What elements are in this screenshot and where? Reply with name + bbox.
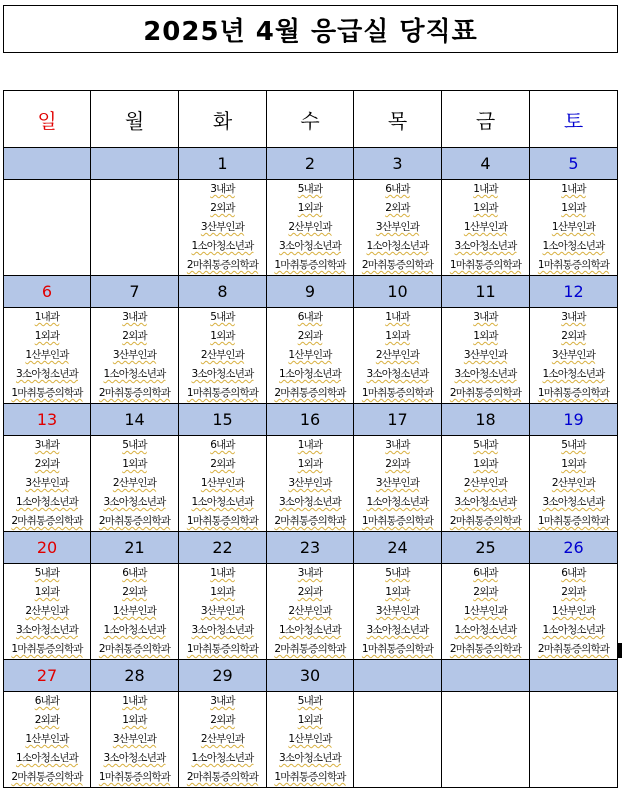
duty-entry: 1외과 (210, 330, 235, 342)
duty-entry: 3소아청소년과 (454, 240, 517, 252)
duty-entry: 3소아청소년과 (279, 240, 341, 252)
duty-entry: 1내과 (122, 695, 147, 707)
duty-cell (354, 564, 442, 660)
duty-entry: 1마취통증의학과 (186, 387, 259, 399)
duty-cell (179, 692, 267, 788)
duty-cell (267, 692, 354, 788)
duty-entry: 1내과 (210, 567, 235, 579)
date-cell: 27 (4, 660, 91, 692)
duty-entry: 2외과 (122, 586, 147, 598)
duty-entry: 1외과 (297, 714, 323, 726)
duty-entry: 3내과 (385, 439, 410, 451)
weekday-tuesday: 화 (179, 91, 267, 148)
duty-entry: 2마취통증의학과 (449, 387, 522, 399)
date-cell: 16 (267, 404, 354, 436)
duty-entry: 1마취통증의학과 (449, 259, 522, 271)
duty-entry: 2산부인과 (551, 477, 596, 489)
duty-entry: 2외과 (34, 458, 60, 470)
duty-entry: 1소아청소년과 (191, 752, 254, 764)
duty-entry: 1외과 (561, 458, 586, 470)
date-cell: 21 (91, 532, 179, 564)
duty-cell (91, 436, 179, 532)
duty-entry: 2마취통증의학과 (98, 515, 171, 527)
date-cell: 28 (91, 660, 179, 692)
duty-entry: 3산부인과 (112, 349, 157, 361)
duty-entry: 2산부인과 (25, 605, 69, 617)
duty-entry: 1소아청소년과 (103, 624, 166, 636)
date-cell: 2 (267, 148, 354, 180)
duty-cell (4, 564, 91, 660)
duty-entry: 2외과 (561, 330, 586, 342)
duty-entry: 3내과 (561, 311, 586, 323)
duty-entry: 1소아청소년과 (191, 496, 254, 508)
edge-marker (618, 643, 622, 658)
duty-entry: 3산부인과 (200, 605, 245, 617)
duty-entry: 6내과 (34, 695, 60, 707)
duty-entry: 1마취통증의학과 (274, 259, 346, 271)
duty-entry: 1마취통증의학과 (361, 387, 434, 399)
duty-entry: 2마취통증의학과 (274, 515, 346, 527)
duty-entry: 1내과 (385, 311, 410, 323)
date-cell (354, 660, 442, 692)
duty-entry: 1외과 (385, 330, 410, 342)
duty-entry: 3산부인과 (375, 605, 420, 617)
duty-entry: 2외과 (122, 330, 147, 342)
duty-cell (4, 436, 91, 532)
weekday-friday: 금 (442, 91, 530, 148)
duty-entry: 1마취통증의학과 (361, 515, 434, 527)
duty-cell (530, 564, 618, 660)
duty-entry: 1마취통증의학과 (11, 643, 83, 655)
duty-entry: 1내과 (297, 439, 323, 451)
duty-entry: 3산부인과 (200, 221, 245, 233)
duty-entry: 6내과 (473, 567, 498, 579)
duty-entry: 2마취통증의학과 (274, 387, 346, 399)
duty-entry: 1내과 (473, 183, 498, 195)
duty-entry: 2마취통증의학과 (361, 259, 434, 271)
duty-entry: 2외과 (297, 330, 323, 342)
duty-cell (179, 308, 267, 404)
duty-entry: 3소아청소년과 (191, 624, 254, 636)
duty-cell (530, 436, 618, 532)
duty-entry: 2외과 (297, 586, 323, 598)
duty-entry: 3소아청소년과 (366, 624, 429, 636)
duty-entry: 2마취통증의학과 (186, 259, 259, 271)
duty-entry: 1외과 (122, 458, 147, 470)
duty-entry: 3산부인과 (112, 733, 157, 745)
weekday-wednesday: 수 (267, 91, 354, 148)
duty-entry: 3내과 (297, 567, 323, 579)
duty-entry: 1외과 (473, 202, 498, 214)
duty-entry: 3소아청소년과 (16, 368, 78, 380)
duty-entry: 1외과 (122, 714, 147, 726)
date-cell: 5 (530, 148, 618, 180)
duty-entry: 5내과 (297, 695, 323, 707)
duty-entry: 2산부인과 (288, 605, 332, 617)
duty-entry: 2마취통증의학과 (537, 643, 610, 655)
duty-entry: 5내과 (473, 439, 498, 451)
duty-calendar (3, 90, 618, 788)
duty-entry: 2마취통증의학과 (186, 771, 259, 783)
duty-entry: 1산부인과 (25, 733, 69, 745)
duty-cell (4, 180, 91, 276)
duty-row (4, 564, 618, 660)
duty-cell (4, 308, 91, 404)
duty-entry: 1외과 (385, 586, 410, 598)
duty-cell (91, 308, 179, 404)
duty-cell (91, 564, 179, 660)
duty-entry: 5내과 (122, 439, 147, 451)
duty-entry: 3소아청소년과 (454, 496, 517, 508)
duty-cell (179, 180, 267, 276)
duty-cell (354, 180, 442, 276)
duty-entry: 2외과 (561, 586, 586, 598)
date-cell (91, 148, 179, 180)
duty-cell (179, 564, 267, 660)
duty-cell (442, 692, 530, 788)
duty-entry: 1산부인과 (551, 221, 596, 233)
duty-entry: 3산부인과 (375, 477, 420, 489)
duty-entry: 1산부인과 (288, 733, 332, 745)
date-cell: 22 (179, 532, 267, 564)
duty-entry: 1산부인과 (463, 605, 508, 617)
date-cell: 7 (91, 276, 179, 308)
duty-cell (442, 564, 530, 660)
duty-entry: 1산부인과 (288, 349, 332, 361)
duty-entry: 3소아청소년과 (191, 368, 254, 380)
duty-entry: 1마취통증의학과 (537, 387, 610, 399)
duty-entry: 1소아청소년과 (16, 752, 78, 764)
duty-cell (442, 308, 530, 404)
date-cell: 3 (354, 148, 442, 180)
duty-entry: 3소아청소년과 (16, 624, 78, 636)
duty-entry: 1마취통증의학과 (537, 515, 610, 527)
duty-entry: 5내과 (210, 311, 235, 323)
duty-entry: 1외과 (297, 458, 323, 470)
duty-entry: 1소아청소년과 (279, 368, 341, 380)
duty-entry: 1소아청소년과 (542, 624, 605, 636)
duty-entry: 2외과 (385, 202, 410, 214)
duty-entry: 5내과 (34, 567, 60, 579)
duty-entry: 1소아청소년과 (366, 496, 429, 508)
duty-entry: 3내과 (210, 183, 235, 195)
date-row (4, 148, 618, 180)
duty-entry: 3소아청소년과 (103, 752, 166, 764)
duty-entry: 3소아청소년과 (542, 496, 605, 508)
weekday-monday: 월 (91, 91, 179, 148)
date-cell: 4 (442, 148, 530, 180)
duty-entry: 5내과 (385, 567, 410, 579)
duty-entry: 3산부인과 (288, 477, 332, 489)
duty-entry: 6내과 (122, 567, 147, 579)
duty-cell (354, 308, 442, 404)
duty-entry: 2외과 (210, 714, 235, 726)
duty-entry: 1마취통증의학과 (274, 771, 346, 783)
date-cell: 11 (442, 276, 530, 308)
date-cell: 13 (4, 404, 91, 436)
duty-entry: 2마취통증의학과 (449, 515, 522, 527)
duty-row (4, 692, 618, 788)
date-cell: 6 (4, 276, 91, 308)
duty-entry: 3소아청소년과 (366, 368, 429, 380)
duty-entry: 3산부인과 (551, 349, 596, 361)
duty-entry: 1산부인과 (25, 349, 69, 361)
duty-entry: 1소아청소년과 (103, 368, 166, 380)
duty-entry: 1소아청소년과 (191, 240, 254, 252)
weekday-thursday: 목 (354, 91, 442, 148)
duty-entry: 1소아청소년과 (16, 496, 78, 508)
duty-entry: 1마취통증의학과 (11, 387, 83, 399)
duty-entry: 1외과 (210, 586, 235, 598)
duty-entry: 3소아청소년과 (103, 496, 166, 508)
duty-entry: 2산부인과 (112, 477, 157, 489)
duty-entry: 1외과 (473, 458, 498, 470)
date-cell (4, 148, 91, 180)
date-cell: 30 (267, 660, 354, 692)
duty-cell (179, 436, 267, 532)
date-cell: 26 (530, 532, 618, 564)
duty-cell (91, 180, 179, 276)
duty-entry: 2마취통증의학과 (11, 515, 83, 527)
date-cell: 23 (267, 532, 354, 564)
duty-entry: 3내과 (210, 695, 235, 707)
duty-entry: 3소아청소년과 (279, 752, 341, 764)
duty-entry: 2외과 (385, 458, 410, 470)
date-cell: 14 (91, 404, 179, 436)
schedule-title: 2025년 4월 응급실 당직표 (3, 5, 618, 53)
duty-entry: 2마취통증의학과 (11, 771, 83, 783)
date-cell: 19 (530, 404, 618, 436)
duty-entry: 1소아청소년과 (542, 368, 605, 380)
date-row (4, 660, 618, 692)
duty-entry: 1마취통증의학과 (361, 643, 434, 655)
date-cell: 9 (267, 276, 354, 308)
duty-entry: 3소아청소년과 (454, 368, 517, 380)
weekday-sunday: 일 (4, 91, 91, 148)
duty-entry: 2외과 (473, 586, 498, 598)
date-cell (442, 660, 530, 692)
duty-entry: 3내과 (34, 439, 60, 451)
duty-cell (354, 692, 442, 788)
date-cell: 15 (179, 404, 267, 436)
duty-entry: 2마취통증의학과 (98, 387, 171, 399)
duty-entry: 1외과 (297, 202, 323, 214)
duty-entry: 2마취통증의학과 (98, 643, 171, 655)
duty-entry: 2산부인과 (375, 349, 420, 361)
duty-entry: 1소아청소년과 (542, 240, 605, 252)
duty-entry: 1외과 (561, 202, 586, 214)
duty-cell (91, 692, 179, 788)
date-cell: 24 (354, 532, 442, 564)
date-cell: 12 (530, 276, 618, 308)
duty-entry: 1산부인과 (463, 221, 508, 233)
duty-entry: 6내과 (385, 183, 410, 195)
date-row (4, 404, 618, 436)
date-cell: 1 (179, 148, 267, 180)
duty-entry: 2마취통증의학과 (274, 643, 346, 655)
duty-entry: 1내과 (561, 183, 586, 195)
duty-cell (442, 180, 530, 276)
date-row (4, 276, 618, 308)
duty-entry: 1마취통증의학과 (186, 643, 259, 655)
date-cell: 8 (179, 276, 267, 308)
duty-entry: 6내과 (297, 311, 323, 323)
weekday-header-row (4, 91, 618, 148)
duty-entry: 2산부인과 (200, 733, 245, 745)
date-cell: 17 (354, 404, 442, 436)
duty-entry: 1소아청소년과 (454, 624, 517, 636)
duty-entry: 1내과 (34, 311, 60, 323)
date-cell: 25 (442, 532, 530, 564)
duty-entry: 1소아청소년과 (366, 240, 429, 252)
date-cell: 10 (354, 276, 442, 308)
duty-entry: 1마취통증의학과 (98, 771, 171, 783)
duty-entry: 2산부인과 (200, 349, 245, 361)
weekday-saturday: 토 (530, 91, 618, 148)
duty-entry: 1산부인과 (551, 605, 596, 617)
duty-entry: 3산부인과 (463, 349, 508, 361)
date-cell: 20 (4, 532, 91, 564)
duty-cell (530, 308, 618, 404)
duty-entry: 5내과 (561, 439, 586, 451)
duty-cell (530, 180, 618, 276)
duty-row (4, 436, 618, 532)
duty-entry: 3소아청소년과 (279, 496, 341, 508)
duty-entry: 3산부인과 (25, 477, 69, 489)
date-row (4, 532, 618, 564)
duty-cell (267, 564, 354, 660)
duty-entry: 2마취통증의학과 (449, 643, 522, 655)
duty-entry: 2외과 (210, 202, 235, 214)
duty-entry: 1외과 (473, 330, 498, 342)
duty-entry: 2외과 (34, 714, 60, 726)
duty-row (4, 308, 618, 404)
duty-entry: 2산부인과 (288, 221, 332, 233)
duty-entry: 1산부인과 (200, 477, 245, 489)
duty-entry: 2외과 (210, 458, 235, 470)
duty-cell (354, 436, 442, 532)
duty-entry: 1외과 (34, 586, 60, 598)
duty-entry: 1마취통증의학과 (537, 259, 610, 271)
duty-entry: 3산부인과 (375, 221, 420, 233)
duty-entry: 6내과 (561, 567, 586, 579)
duty-cell (267, 180, 354, 276)
duty-entry: 3내과 (473, 311, 498, 323)
duty-entry: 1마취통증의학과 (186, 515, 259, 527)
duty-cell (4, 692, 91, 788)
duty-entry: 2산부인과 (463, 477, 508, 489)
duty-entry: 1산부인과 (112, 605, 157, 617)
date-cell: 18 (442, 404, 530, 436)
duty-row (4, 180, 618, 276)
duty-entry: 1소아청소년과 (279, 624, 341, 636)
date-cell (530, 660, 618, 692)
duty-cell (267, 308, 354, 404)
date-cell: 29 (179, 660, 267, 692)
duty-entry: 5내과 (297, 183, 323, 195)
duty-cell (530, 692, 618, 788)
duty-cell (267, 436, 354, 532)
duty-entry: 1외과 (34, 330, 60, 342)
duty-cell (442, 436, 530, 532)
duty-entry: 3내과 (122, 311, 147, 323)
duty-entry: 6내과 (210, 439, 235, 451)
